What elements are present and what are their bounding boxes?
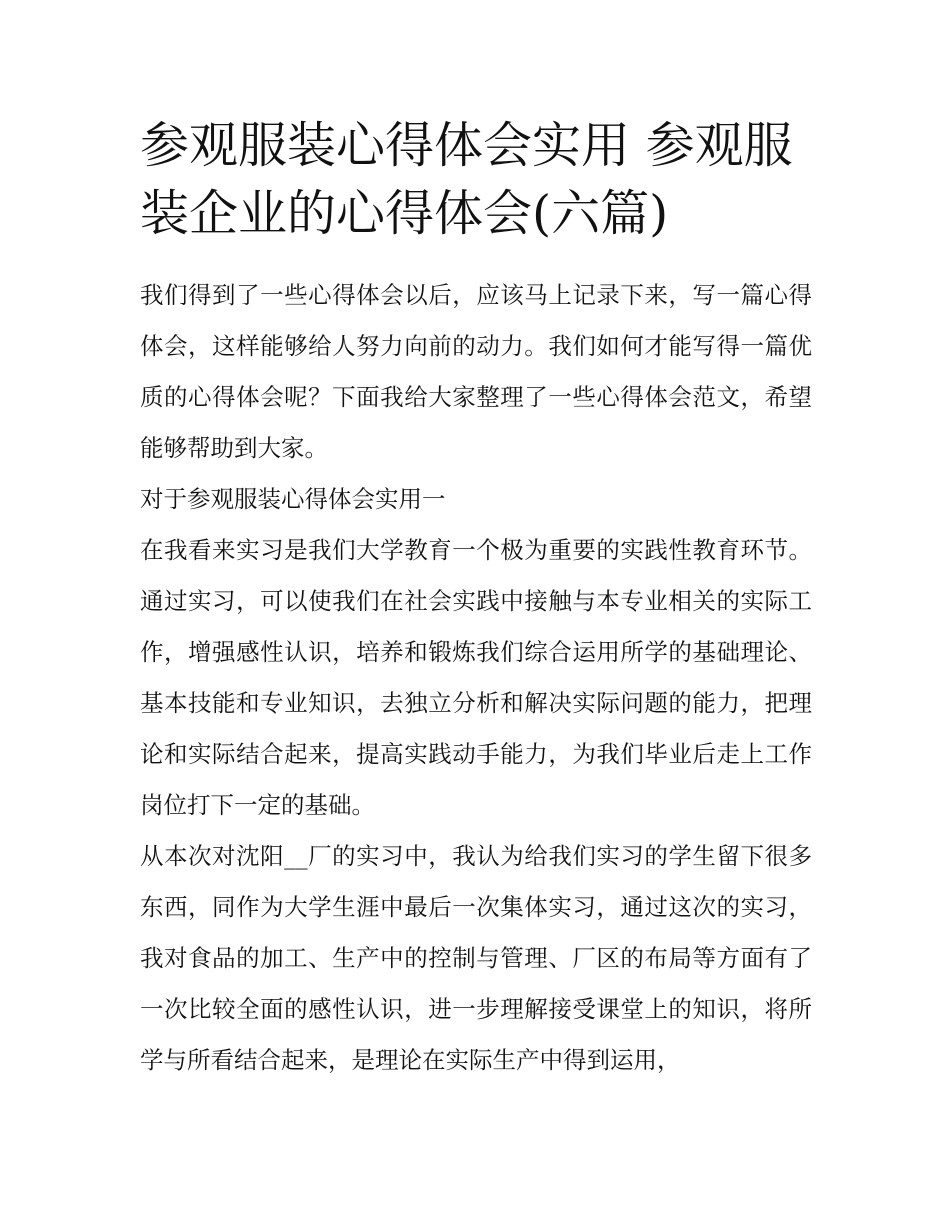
intro-paragraph: 我们得到了一些心得体会以后，应该马上记录下来，写一篇心得体会，这样能够给人努力向前的动力。我们如何才能写得一篇优质的心得体会呢？下面我给大家整理了一些心得体会范文，希望能够帮助到大家。 — [140, 281, 812, 462]
document-body — [140, 270, 812, 1086]
body-paragraph: 在我看来实习是我们大学教育一个极为重要的实践性教育环节。通过实习，可以使我们在社会实践中接触与本专业相关的实际工作，增强感性认识，培养和锻炼我们综合运用所学的基础理论、基本技能和专业知识，去独立分析和解决实际问题的能力，把理论和实际结合起来，提高实践动手能力，为我们毕业后走上工作岗位打下一定的基础。 — [140, 536, 812, 819]
document-page — [140, 112, 812, 1086]
document-title: 参观服装心得体会实用 参观服装企业的心得体会(六篇) — [140, 117, 793, 242]
body-paragraph: 从本次对沈阳__厂的实习中，我认为给我们实习的学生留下很多东西，同作为大学生涯中最后一次集体实习，通过这次的实习，我对食品的加工、生产中的控制与管理、厂区的布局等方面有了一次比较全面的感性认识，进一步理解接受课堂上的知识，将所学与所看结合起来，是理论在实际生产中得到运用， — [140, 842, 812, 1074]
section-heading: 对于参观服装心得体会实用一 — [140, 485, 446, 513]
